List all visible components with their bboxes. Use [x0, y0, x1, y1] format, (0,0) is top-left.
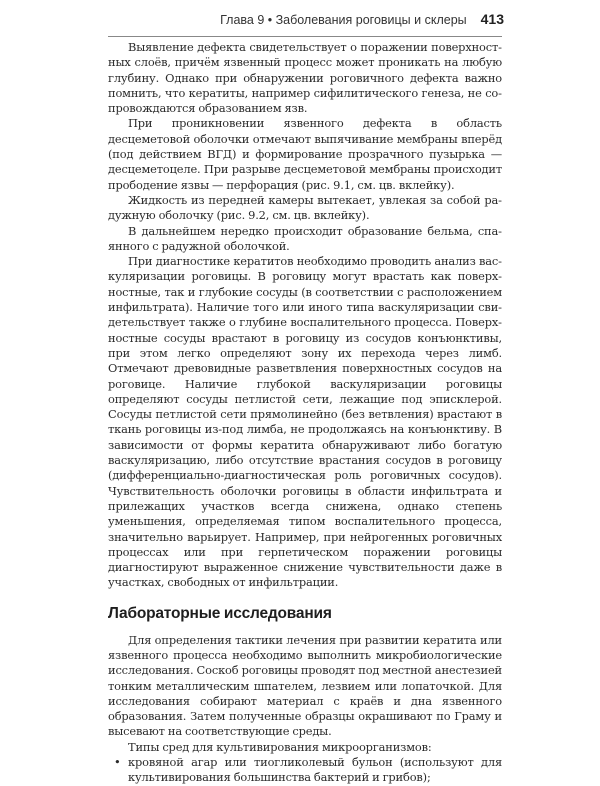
paragraph: Для определения тактики лечения при развитии кератита или язвенного процесса необходимо выполнить микробиологические исследования. Соскоб роговицы проводят под местной анестезией тонким металлическим шпателем, лезвием или лопаточкой. Для исследования собирают материал с краёв и дна язвенного образования. Затем полученные образцы окрашивают по Граму и высевают на соответствующие среды.: [108, 632, 502, 739]
body-text: [108, 40, 502, 786]
chapter-title: Глава 9 • Заболевания роговицы и склеры: [220, 13, 467, 27]
bullet-mark: •: [114, 755, 121, 770]
paragraph: При диагностике кератитов необходимо проводить анализ васкуляризации роговицы. В роговицу могут врастать как поверхностные, так и глубокие сосуды (в соответствии с расположением инфильтрата). Наличие того или иного типа васкуляризации свидетельствует также о глубине воспалительного процесса. Поверхностные сосуды врастают в роговицу из сосудов конъюнктивы, при этом легко определяют зону их перехода через лимб. Отмечают древовидные разветвления поверхностных сосудов на роговице. Наличие глубокой васкуляризации роговицы определяют сосуды петлистой сети, лежащие под эписклерой. Сосуды петлистой сети прямолинейно (без ветвления) врастают в ткань роговицы из-под лимба, не продолжаясь на конъюнктиву. В зависимости от формы кератита обнаруживают либо богатую васкуляризацию, либо отсутствие врастания сосудов в роговицу (дифференциально-диагностическая роль роговичных сосудов). Чувствительность оболочки роговицы в области инфильтрата и прилежащих участков всегда снижена, однако степень уменьшения, определяемая типом воспалительного процесса, значительно варьирует. Например, при нейрогенных роговичных процессах или при герпетическом поражении роговицы диагностируют выраженное снижение чувствительности даже в участках, свободных от инфильтрации.: [108, 254, 502, 590]
bullet-list: [108, 755, 502, 786]
paragraph: В дальнейшем нередко происходит образование бельма, спаянного с радужной оболочкой.: [108, 223, 502, 253]
page-number: 413: [480, 11, 504, 27]
paragraph: Жидкость из передней камеры вытекает, увлекая за собой радужную оболочку (рис. 9.2, см. цв. вклейку).: [108, 192, 502, 223]
paragraph: Типы сред для культивирования микроорганизмов:: [128, 739, 432, 754]
running-header: [90, 11, 504, 33]
list-item: [108, 755, 502, 786]
header-rule: [108, 36, 502, 37]
list-item-text: кровяной агар или тиогликолевый бульон (используют для культивирования большинства бактерий и грибов);: [128, 755, 502, 785]
section-heading: Лабораторные исследования: [108, 604, 332, 622]
paragraph: Выявление дефекта свидетельствует о поражении поверхностных слоёв, причём язвенный процесс может проникать на любую глубину. Однако при обнаружении роговичного дефекта важно помнить, что кератиты, например сифилитического генеза, не сопровождаются образованием язв.: [108, 40, 502, 116]
paragraph: При проникновении язвенного дефекта в область десцеметовой оболочки отмечают выпячивание мембраны вперёд (под действием ВГД) и формирование прозрачного пузырька — десцеметоцеле. При разрыве десцеметовой мембраны происходит прободение язвы — перфорация (рис. 9.1, см. цв. вклейку).: [108, 116, 502, 192]
